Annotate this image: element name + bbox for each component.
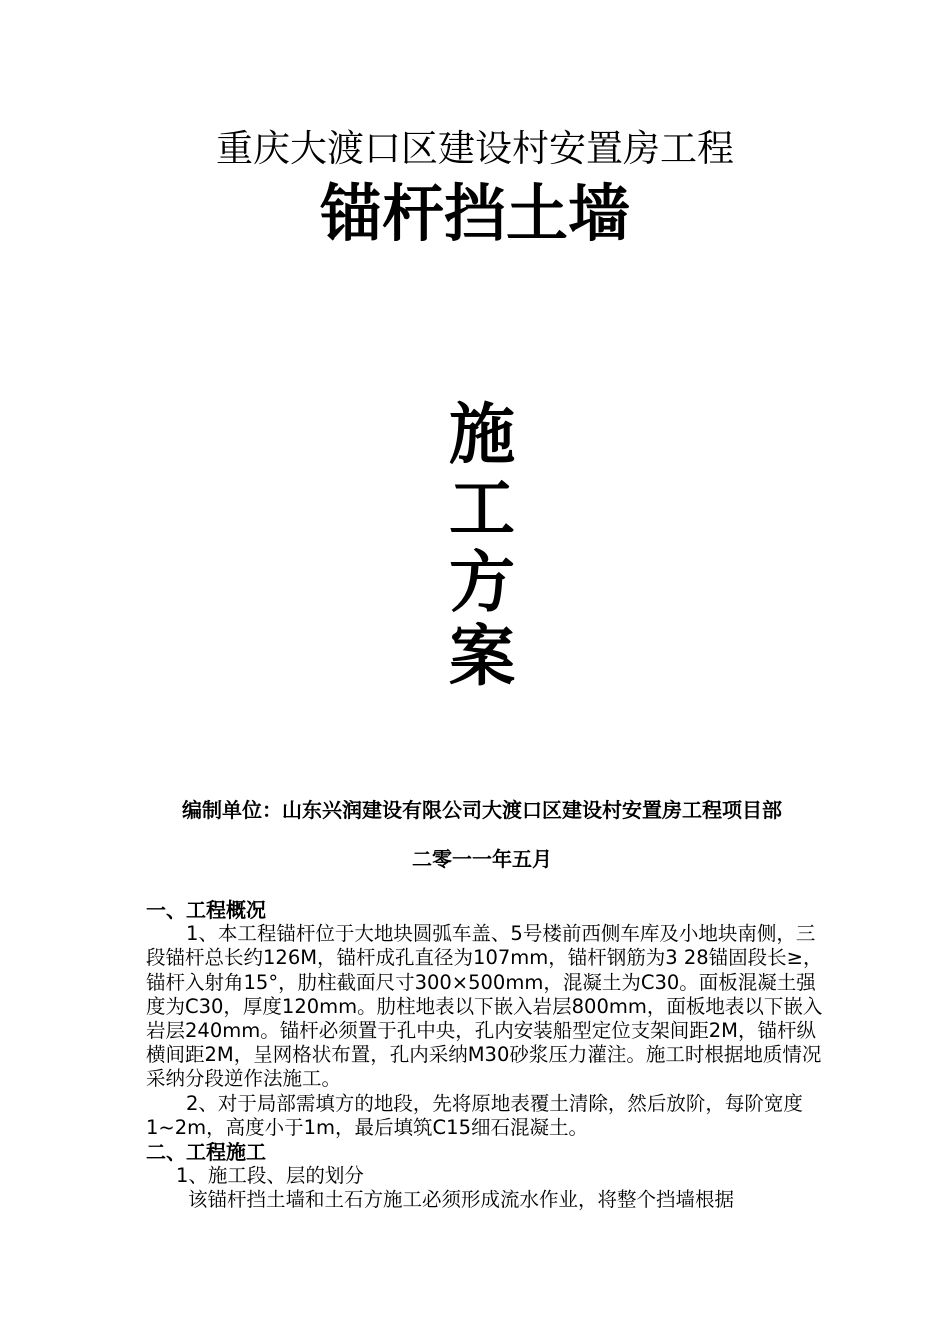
section-heading: 二、工程施工 bbox=[146, 1140, 266, 1165]
title-char: 施 bbox=[449, 396, 515, 473]
section-heading: 一、工程概况 bbox=[146, 898, 266, 922]
paragraph: 1、本工程锚杆位于大地块圆弧车盖、5号楼前西侧车库及小地块南侧，三段锚杆总长约126M，锚杆成孔直径为107mm，锚杆钢筋为3 28锚固段长≥，锚杆入射角15°，肋柱截面尺寸300×500mm，混凝土为C30。面板混凝土强度为C30，厚度120mm。肋柱地表以下嵌入岩层800mm，面板地表以下嵌入岩层240mm。锚杆必须置于孔中央，孔内安装船型定位支架间距2M，锚杆纵横间距2M，呈网格状布置，孔内采纳M30砂浆压力灌注。施工时根据地质情况采纳分段逆作法施工。 bbox=[146, 922, 823, 1091]
compiler-unit: 编制单位：山东兴润建设有限公司大渡口区建设村安置房工程项目部 bbox=[182, 798, 782, 822]
subsection-heading: 1、施工段、层的划分 bbox=[176, 1164, 364, 1188]
wall-title: 锚杆挡土墙 bbox=[319, 177, 630, 250]
compile-date: 二零一一年五月 bbox=[412, 847, 552, 871]
construction-plan-title bbox=[0, 398, 950, 694]
title-char: 工 bbox=[449, 470, 515, 547]
paragraph: 2、对于局部需填方的地段，先将原地表覆土清除，然后放阶，每阶宽度1~2m，高度小于1m，最后填筑C15细石混凝土。 bbox=[146, 1091, 803, 1139]
title-char: 方 bbox=[449, 544, 515, 621]
document-body bbox=[146, 898, 826, 1213]
project-title: 重庆大渡口区建设村安置房工程 bbox=[216, 127, 734, 170]
title-char: 案 bbox=[449, 618, 515, 695]
paragraph: 该锚杆挡土墙和土石方施工必须形成流水作业，将整个挡墙根据 bbox=[188, 1188, 735, 1212]
